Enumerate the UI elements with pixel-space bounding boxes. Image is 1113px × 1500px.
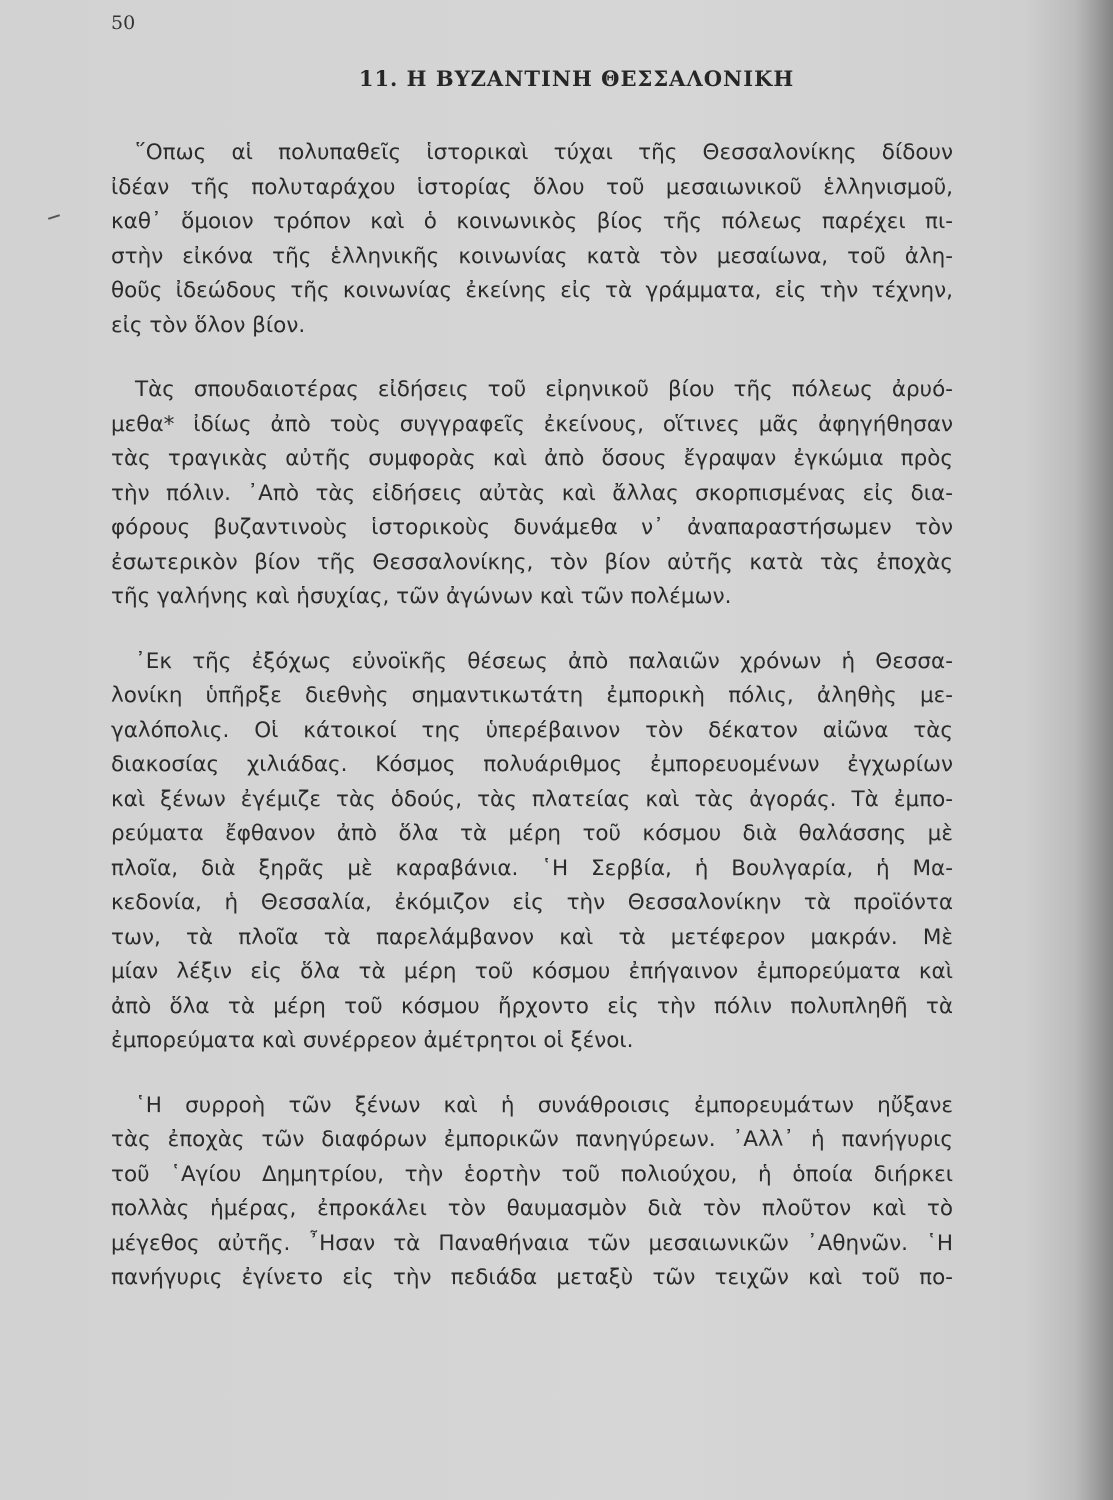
text-line: ῾Η συρροὴ τῶν ξένων καὶ ἡ συνάθροισις ἐμπορευμάτων ηὔξανε — [135, 1092, 953, 1118]
text-line: τὰς τραγικὰς αὐτῆς συμφορὰς καὶ ἀπὸ ὅσους ἔγραψαν ἐγκώμια πρὸς — [111, 446, 953, 471]
paragraph-3 — [111, 645, 953, 1059]
text-line: ρεύματα ἔφθανον ἀπὸ ὅλα τὰ μέρη τοῦ κόσμου διὰ θαλάσσης μὲ — [111, 821, 953, 846]
text-line: ᾽Εκ τῆς ἐξόχως εὐνοϊκῆς θέσεως ἀπὸ παλαιῶν χρόνων ἡ Θεσσα- — [135, 648, 953, 674]
text-line: κεδονία, ἡ Θεσσαλία, ἐκόμιζον εἰς τὴν Θεσσαλονίκην τὰ προϊόντα — [111, 890, 953, 915]
text-line: μέγεθος αὐτῆς. ῏Ησαν τὰ Παναθήναια τῶν μεσαιωνικῶν ᾽Αθηνῶν. ῾Η — [111, 1230, 953, 1256]
text-line: πολλὰς ἡμέρας, ἐπροκάλει τὸν θαυμασμὸν διὰ τὸν πλοῦτον καὶ τὸ — [111, 1196, 953, 1221]
text-line: ῞Οπως αἱ πολυπαθεῖς ἱστορικαὶ τύχαι τῆς Θεσσαλονίκης δίδουν — [135, 140, 953, 165]
text-line: καθ᾽ ὅμοιον τρόπον καὶ ὁ κοινωνικὸς βίος τῆς πόλεως παρέχει πι- — [111, 209, 953, 234]
text-line: μεθα* ἰδίως ἀπὸ τοὺς συγγραφεῖς ἐκείνους, οἵτινες μᾶς ἀφηγήθησαν — [111, 411, 953, 437]
text-line: καὶ ξένων ἐγέμιζε τὰς ὁδούς, τὰς πλατείας καὶ τὰς ἀγοράς. Τὰ ἐμπο- — [111, 786, 953, 812]
text-line: ἐσωτερικὸν βίον τῆς Θεσσαλονίκης, τὸν βίον αὐτῆς κατὰ τὰς ἐποχὰς — [111, 549, 953, 575]
text-line: των, τὰ πλοῖα τὰ παρελάμβανον καὶ τὰ μετέφερον μακράν. Μὲ — [111, 924, 953, 950]
text-line: τῆς γαλήνης καὶ ἡσυχίας, τῶν ἀγώνων καὶ τῶν πολέμων. — [111, 584, 732, 609]
text-line: ἰδέαν τῆς πολυταράχου ἱστορίας ὅλου τοῦ μεσαιωνικοῦ ἑλληνισμοῦ, — [111, 174, 953, 200]
text-line: γαλόπολις. Οἱ κάτοικοί της ὑπερέβαινον τὸν δέκατον αἰῶνα τὰς — [111, 717, 953, 743]
text-line: τὴν πόλιν. ᾽Απὸ τὰς εἰδήσεις αὐτὰς καὶ ἄλλας σκορπισμένας εἰς δια- — [111, 480, 953, 506]
text-line: μίαν λέξιν εἰς ὅλα τὰ μέρη τοῦ κόσμου ἐπήγαινον ἐμπορεύματα καὶ — [111, 959, 953, 984]
text-line: Τὰς σπουδαιοτέρας εἰδήσεις τοῦ εἰρηνικοῦ βίου τῆς πόλεως ἀρυό- — [135, 377, 953, 402]
text-line: ἀπὸ ὅλα τὰ μέρη τοῦ κόσμου ἤρχοντο εἰς τὴν πόλιν πολυπληθῆ τὰ — [111, 993, 953, 1019]
text-line: τοῦ ῾Αγίου Δημητρίου, τὴν ἑορτὴν τοῦ πολιούχου, ἡ ὁποία διήρκει — [111, 1161, 953, 1187]
text-line: στὴν εἰκόνα τῆς ἑλληνικῆς κοινωνίας κατὰ τὸν μεσαίωνα, τοῦ ἀλη- — [111, 243, 953, 269]
page-gutter-shadow — [1075, 0, 1113, 1500]
paragraph-4 — [111, 1089, 953, 1296]
text-line: λονίκη ὑπῆρξε διεθνὴς σημαντικωτάτη ἐμπορικὴ πόλις, ἀληθὴς με- — [111, 683, 953, 708]
page-number: 50 — [111, 12, 136, 34]
text-line: τὰς ἐποχὰς τῶν διαφόρων ἐμπορικῶν πανηγύρεων. ᾽Αλλ᾽ ἡ πανήγυρις — [111, 1127, 953, 1152]
text-line: πλοῖα, διὰ ξηρᾶς μὲ καραβάνια. ῾Η Σερβία, ἡ Βουλγαρία, ἡ Μα- — [111, 855, 953, 881]
text-line: διακοσίας χιλιάδας. Κόσμος πολυάριθμος ἐμπορευομένων ἐγχωρίων — [111, 752, 953, 777]
chapter-title: 11. Η ΒΥΖΑΝΤΙΝΗ ΘΕΣΣΑΛΟΝΙΚΗ — [358, 66, 795, 91]
text-line: πανήγυρις ἐγίνετο εἰς τὴν πεδιάδα μεταξὺ τῶν τειχῶν καὶ τοῦ πο- — [111, 1265, 953, 1290]
paragraph-2 — [111, 373, 953, 615]
body-text — [111, 136, 953, 1326]
text-line: φόρους βυζαντινοὺς ἱστορικοὺς δυνάμεθα ν᾽ ἀναπαραστήσωμεν τὸν — [111, 515, 953, 540]
text-line: εἰς τὸν ὅλον βίον. — [111, 312, 306, 338]
text-line: θοῦς ἰδεώδους τῆς κοινωνίας ἐκείνης εἰς τὰ γράμματα, εἰς τὴν τέχνην, — [111, 278, 953, 303]
margin-mark — [48, 214, 60, 220]
text-line: ἐμπορεύματα καὶ συνέρρεον ἀμέτρητοι οἱ ξένοι. — [111, 1028, 634, 1053]
paragraph-1 — [111, 136, 953, 343]
